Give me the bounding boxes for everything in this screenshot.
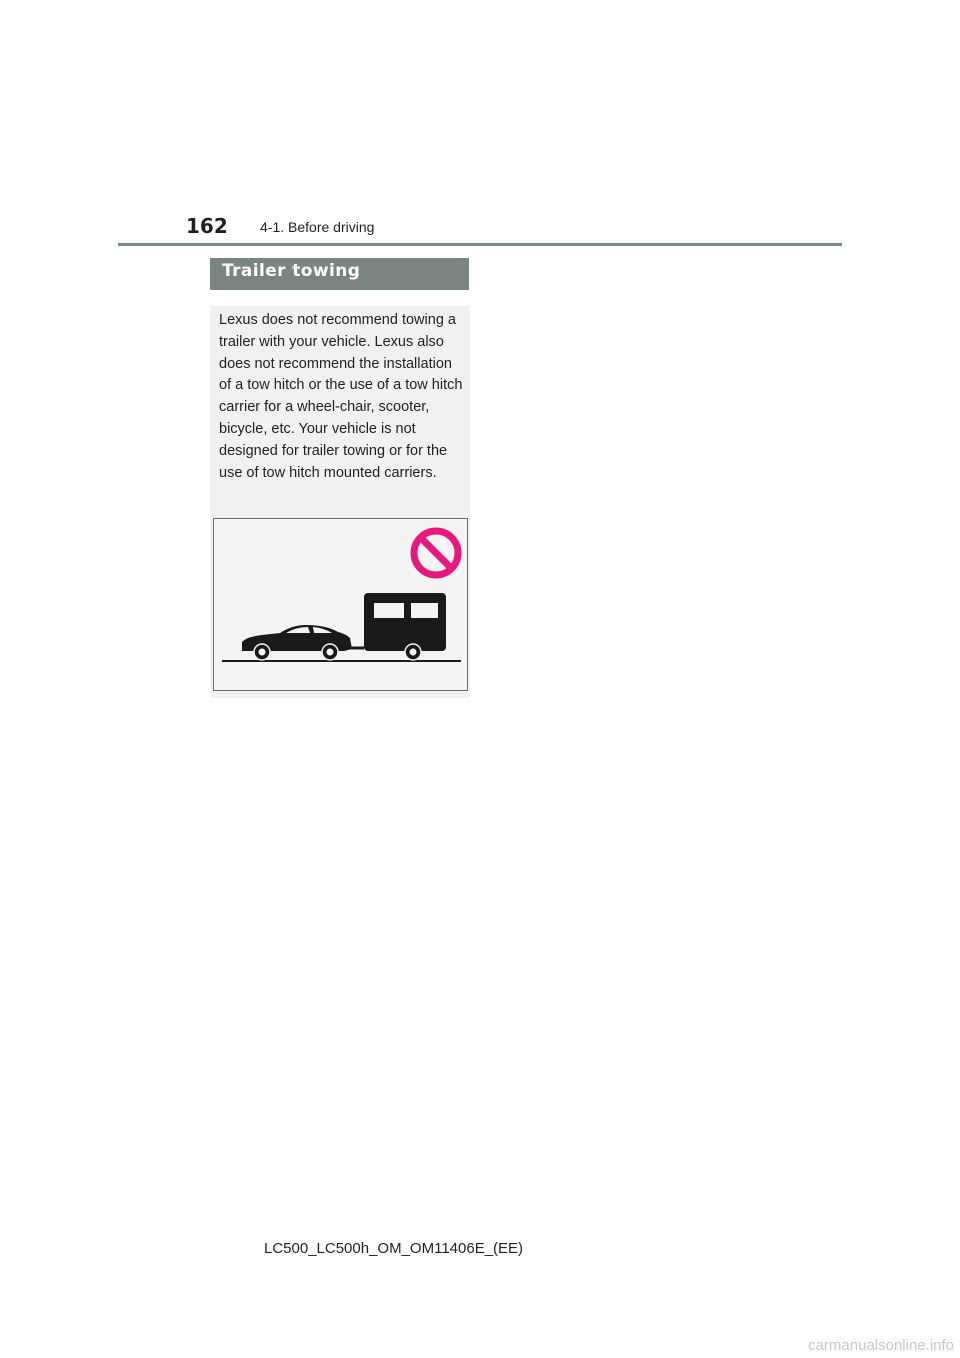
info-text: Lexus does not recommend towing a trailer with your vehicle. Lexus also does not recommend the installation of a tow hitch or the use of a tow hitch carrier for a wheel-chair, scooter, bicycle, etc. Your vehicle is not designed for trailer towing or for the use of tow hitch mounted carriers. xyxy=(219,312,463,481)
document-code: LC500_LC500h_OM_OM11406E_(EE) xyxy=(264,1240,524,1257)
section-heading: Trailer towing xyxy=(210,258,469,290)
info-box xyxy=(210,306,470,698)
trailer-icon xyxy=(364,593,446,660)
sports-car-icon xyxy=(242,625,352,660)
page-number: 162 xyxy=(186,214,228,238)
section-breadcrumb: 4-1. Before driving xyxy=(260,219,375,235)
trailer-towing-illustration xyxy=(213,518,468,691)
header-divider xyxy=(118,243,842,246)
watermark: carmanualsonline.info xyxy=(808,1337,954,1354)
prohibition-icon xyxy=(414,531,458,575)
